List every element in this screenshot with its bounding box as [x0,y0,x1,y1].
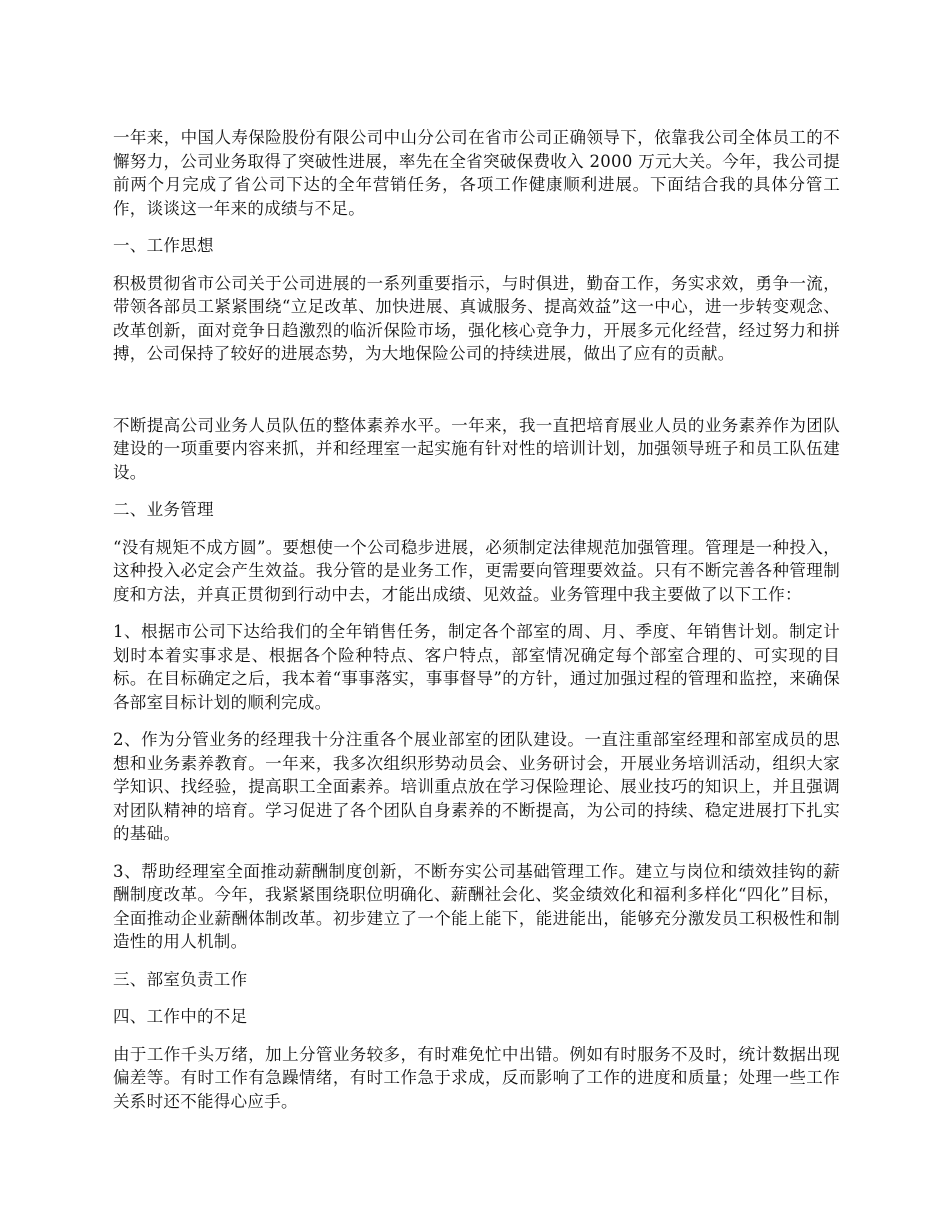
team-quality-paragraph: 不断提高公司业务人员队伍的整体素养水平。一年来，我一直把培育展业人员的业务素养作为团队建设的一项重要内容来抓，并和经理室一起实施有针对性的培训计划，加强领导班子和员工队伍建设。 [113,415,840,482]
management-item-2: 2、作为分管业务的经理我十分注重各个展业部室的团队建设。一直注重部室经理和部室成员的思想和业务素养教育。一年来，我多次组织形势动员会、业务研讨会，开展业务培训活动，组织大家学知识、找经验，提高职工全面素养。培训重点放在学习保险理论、展业技巧的知识上，并且强调对团队精神的培育。学习促进了各个团队自身素养的不断提高，为公司的持续、稳定进展打下扎实的基础。 [113,730,840,843]
section-heading-shortcomings: 四、工作中的不足 [113,1007,248,1026]
work-thought-paragraph: 积极贯彻省市公司关于公司进展的一系列重要指示，与时俱进，勤奋工作，务实求效，勇争一流，带领各部员工紧紧围绕“立足改革、加快进展、真诚服务、提高效益”这一中心，进一步转变观念、改革创新，面对竞争日趋激烈的临沂保险市场，强化核心竞争力，开展多元化经营，经过努力和拼搏，公司保持了较好的进展态势，为大地保险公司的持续进展，做出了应有的贡献。 [113,273,840,363]
document-body [113,126,840,1127]
section-heading-work-thought: 一、工作思想 [113,236,214,255]
section-heading-department-work: 三、部室负责工作 [113,969,248,989]
management-intro-paragraph: “没有规矩不成方圆”。要想使一个公司稳步进展，必须制定法律规范加强管理。管理是一种投入，这种投入必定会产生效益。我分管的是业务工作，更需要向管理要效益。只有不断完善各种管理制度和方法，并真正贯彻到行动中去，才能出成绩、见效益。业务管理中我主要做了以下工作： [113,537,840,604]
shortcomings-paragraph: 由于工作千头万绪，加上分管业务较多，有时难免忙中出错。例如有时服务不及时，统计数据出现偏差等。有时工作有急躁情绪，有时工作急于求成，反而影响了工作的进度和质量；处理一些工作关系时还不能得心应手。 [113,1044,840,1111]
management-item-1: 1、根据市公司下达给我们的全年销售任务，制定各个部室的周、月、季度、年销售计划。制定计划时本着实事求是、根据各个险种特点、客户特点，部室情况确定每个部室合理的、可实现的目标。在目标确定之后，我本着“事事落实，事事督导”的方针，通过加强过程的管理和监控，来确保各部室目标计划的顺利完成。 [113,622,840,712]
intro-paragraph: 一年来，中国人寿保险股份有限公司中山分公司在省市公司正确领导下，依靠我公司全体员工的不懈努力，公司业务取得了突破性进展，率先在全省突破保费收入 2000 万元大关。今年，我公司提前两个月完成了省公司下达的全年营销任务，各项工作健康顺利进展。下面结合我的具体分管工作，谈谈这一年来的成绩与不足。 [113,128,840,218]
management-item-3: 3、帮助经理室全面推动薪酬制度创新，不断夯实公司基础管理工作。建立与岗位和绩效挂钩的薪酬制度改革。今年，我紧紧围绕职位明确化、薪酬社会化、奖金绩效化和福利多样化“四化”目标，全面推动企业薪酬体制改革。初步建立了一个能上能下，能进能出，能够充分激发员工积极性和制造性的用人机制。 [113,861,840,951]
section-heading-business-management: 二、业务管理 [113,500,214,519]
